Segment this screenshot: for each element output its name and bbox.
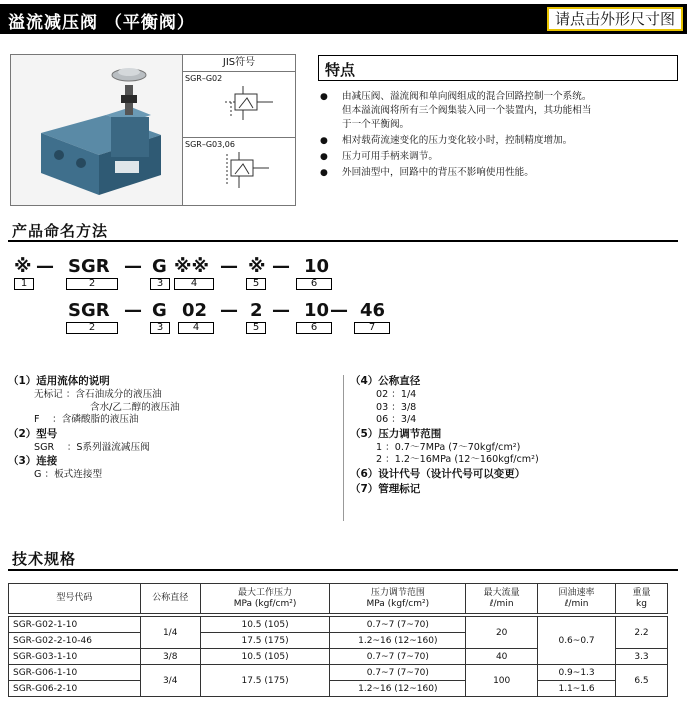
cell-flow: 100 [466,665,538,697]
code-index-box: 2 [66,278,118,290]
col-header: 型号代码 [9,584,141,614]
page-title: 溢流减压阀 （平衡阀） [8,13,195,33]
spec-header-row [9,584,668,614]
cell-weight: 6.5 [616,665,668,697]
expl-line: 2 ：1.2～16MPa (12～160kgf/cm²) [376,454,539,465]
explanations-left [8,374,338,482]
code-part: ※ [248,256,266,277]
expl-heading-5: （5）压力调节范围 [350,427,442,440]
naming-heading: 产品命名方法 [12,222,109,240]
code-part: G [152,256,167,277]
code-index-box: 4 [174,278,214,290]
code-index-box: 3 [150,322,170,334]
cell-code: SGR-G02-2-10-46 [9,633,141,649]
code-dash: — [220,300,238,321]
code-index-box: 2 [66,322,118,334]
cell-weight: 2.2 [616,617,668,649]
jis-heading: JIS符号 [183,55,295,72]
cell-flow: 40 [466,649,538,665]
spec-heading: 技术规格 [12,550,77,568]
expl-heading-3: （3）连接 [8,455,58,467]
code-part: 02 [182,300,208,321]
expl-line: 无标记 ：含石油成分的液压油 [34,389,162,400]
cell-maxp: 17.5 (175) [200,665,330,697]
naming-divider [8,240,678,242]
code-dash: — [220,256,238,277]
code-part: SGR [68,256,110,277]
code-part: G [152,300,167,321]
col-header: 重量 kg [616,584,668,614]
jis-symbol-g03 [183,138,295,204]
table-row [9,617,668,633]
cell-maxp: 10.5 (105) [200,649,330,665]
expl-line: 03 ：3/8 [376,401,417,413]
expl-line: SGR ：S系列溢流减压阀 [34,441,150,453]
cell-drain: 0.6~0.7 [538,617,616,665]
title-bar [0,4,687,34]
features-heading-box [318,55,678,81]
expl-line: 06 ：3/4 [376,414,417,425]
expl-heading-6: （6）设计代号（设计代号可以变更） [350,467,526,480]
col-header: 最大流量 ℓ/min [466,584,538,614]
product-panel [10,54,296,206]
cell-range: 0.7~7 (7~70) [330,649,466,665]
cell-size: 3/4 [140,665,200,697]
feature-item: ● 外回油型中，回路中的背压不影响使用性能。 [320,166,680,180]
jis-symbols [183,55,295,205]
code-part: 2 [250,300,263,321]
expl-heading-1: （1）适用流体的说明 [8,375,110,387]
code-dash: — [124,256,142,277]
code-part: ※ [14,256,32,277]
code-dash: — [330,300,348,321]
cell-maxp: 10.5 (105) [200,617,330,633]
col-header: 回油速率 ℓ/min [538,584,616,614]
features-heading: 特点 [325,61,356,79]
expl-heading-4: （4）公称直径 [350,375,421,387]
spec-table [8,583,668,697]
expl-heading-7: （7）管理标记 [350,482,421,495]
table-row [9,681,668,697]
cell-code: SGR-G06-2-10 [9,681,141,697]
dimension-drawing-link[interactable]: 请点击外形尺寸图 [547,7,683,31]
cell-maxp: 17.5 (175) [200,633,330,649]
expl-heading-2: （2）型号 [8,427,58,440]
explanations-right [350,374,680,497]
expl-line: 含水/乙二醇的液压油 [90,401,180,413]
code-part: ※※ [174,256,209,277]
code-index-box: 5 [246,322,266,334]
code-index-box: 4 [178,322,214,334]
code-part: 10 [304,300,330,321]
cell-code: SGR-G06-1-10 [9,665,141,681]
expl-line: F ：含磷酸脂的液压油 [34,414,139,425]
cell-range: 1.2~16 (12~160) [330,633,466,649]
cell-flow: 20 [466,617,538,649]
feature-item: ● 压力可用手柄来调节。 [320,150,680,164]
code-index-box: 3 [150,278,170,290]
cell-weight: 3.3 [616,649,668,665]
cell-range: 0.7~7 (7~70) [330,665,466,681]
feature-item: ● 相对载荷流速变化的压力变化较小时，控制精度增加。 [320,134,680,148]
code-index-box: 6 [296,322,332,334]
code-index-box: 6 [296,278,332,290]
jis-symbol-g02 [183,72,295,138]
code-dash: — [272,300,290,321]
cell-range: 0.7~7 (7~70) [330,617,466,633]
col-header: 公称直径 [140,584,200,614]
jis-label-g03: SGR–G03,06 [185,140,235,149]
code-dash: — [124,300,142,321]
code-part: SGR [68,300,110,321]
cell-drain: 0.9~1.3 [538,665,616,681]
cell-size: 3/8 [140,649,200,665]
features-list [320,90,680,182]
code-dash: — [272,256,290,277]
product-photo [11,55,183,205]
cell-size: 1/4 [140,617,200,649]
cell-drain: 1.1~1.6 [538,681,616,697]
code-part: 10 [304,256,330,277]
feature-item: ● 由减压阀、溢流阀和单向阀组成的混合回路控制一个系统。 但本溢流阀将所有三个阀集装入同一个装置内，其功能相当 于一个平衡阀。 [320,90,680,132]
explanations-divider [343,375,344,521]
col-header: 最大工作压力 MPa (kgf/cm²) [200,584,330,614]
jis-label-g02: SGR–G02 [185,74,223,83]
expl-line: G ：板式连接型 [34,469,103,480]
spec-divider [8,569,678,571]
code-part: 46 [360,300,386,321]
code-dash: — [36,256,54,277]
cell-code: SGR-G03-1-10 [9,649,141,665]
table-row [9,665,668,681]
code-index-box: 7 [354,322,390,334]
cell-range: 1.2~16 (12~160) [330,681,466,697]
code-index-box: 1 [14,278,34,290]
code-index-box: 5 [246,278,266,290]
expl-line: 1 ：0.7～7MPa (7～70kgf/cm²) [376,441,521,453]
col-header: 压力调节范围 MPa (kgf/cm²) [330,584,466,614]
expl-line: 02 ：1/4 [376,389,417,400]
cell-code: SGR-G02-1-10 [9,617,141,633]
